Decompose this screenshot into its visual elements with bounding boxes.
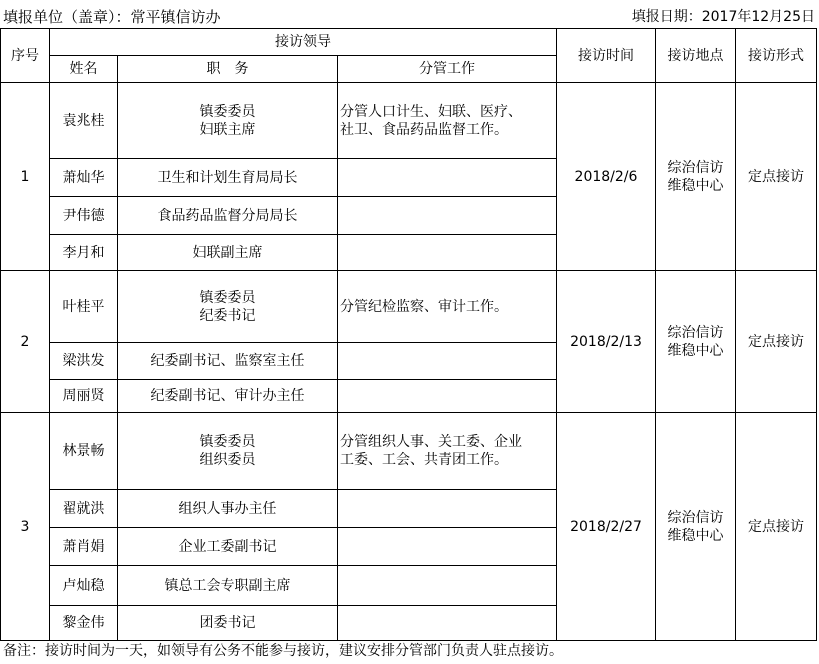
leader-duty bbox=[338, 83, 557, 159]
leader-name: 尹伟德 bbox=[50, 197, 118, 235]
position-line: 纪委副书记、监察室主任 bbox=[150, 353, 305, 369]
duty-line: 分管组织人事、关工委、企业 bbox=[340, 434, 522, 450]
schedule-body bbox=[1, 83, 817, 641]
leader-name: 李月和 bbox=[50, 235, 118, 271]
leader-duty bbox=[338, 343, 557, 380]
place-line: 综治信访 bbox=[667, 324, 724, 341]
position-line: 卫生和计划生育局局长 bbox=[157, 169, 298, 186]
position-line: 组织人事办主任 bbox=[178, 500, 277, 517]
leader-name: 周丽贤 bbox=[50, 380, 118, 413]
col-header-leaders: 接访领导 bbox=[50, 29, 557, 56]
position-line: 团委书记 bbox=[199, 615, 256, 631]
table-row bbox=[1, 83, 817, 159]
seq-cell: 1 bbox=[1, 83, 50, 271]
leader-position bbox=[118, 197, 338, 235]
col-header-seq: 序号 bbox=[1, 29, 50, 83]
leader-position bbox=[118, 490, 338, 528]
leader-duty bbox=[338, 413, 557, 490]
place-line: 综治信访 bbox=[667, 159, 724, 176]
leader-position bbox=[118, 83, 338, 159]
reporting-unit: 填报单位（盖章）：常平镇信访办 bbox=[3, 8, 221, 26]
position-line: 镇委委员 bbox=[199, 103, 256, 120]
leader-name: 袁兆桂 bbox=[50, 83, 118, 159]
table-row bbox=[1, 413, 817, 490]
leader-duty bbox=[338, 566, 557, 606]
remark-note: 备注：接访时间为一天，如领导有公务不能参与接访，建议安排分管部门负责人驻点接访。 bbox=[3, 643, 563, 659]
leader-name: 叶桂平 bbox=[50, 271, 118, 343]
leader-position bbox=[118, 566, 338, 606]
reception-place bbox=[656, 413, 736, 641]
duty-line: 分管人口计生、妇联、医疗、 bbox=[340, 103, 522, 120]
position-line: 食品药品监督分局局长 bbox=[157, 207, 298, 224]
leader-name: 黎金伟 bbox=[50, 606, 118, 641]
leader-position bbox=[118, 380, 338, 413]
reception-form: 定点接访 bbox=[736, 83, 817, 271]
position-line: 镇委委员 bbox=[199, 434, 256, 450]
leader-position bbox=[118, 343, 338, 380]
duty-line: 分管纪检监察、审计工作。 bbox=[340, 298, 508, 315]
position-line: 组织委员 bbox=[199, 452, 256, 468]
leader-name: 萧肖娟 bbox=[50, 528, 118, 566]
leader-name: 萧灿华 bbox=[50, 159, 118, 197]
reception-place bbox=[656, 271, 736, 413]
leader-position bbox=[118, 235, 338, 271]
leader-position bbox=[118, 271, 338, 343]
leader-name: 翟就洪 bbox=[50, 490, 118, 528]
reception-place bbox=[656, 83, 736, 271]
duty-line: 社卫、食品药品监督工作。 bbox=[340, 121, 508, 138]
position-line: 镇委委员 bbox=[199, 289, 256, 306]
leader-duty bbox=[338, 490, 557, 528]
col-header-time: 接访时间 bbox=[557, 29, 656, 83]
leader-name: 林景畅 bbox=[50, 413, 118, 490]
reception-form: 定点接访 bbox=[736, 413, 817, 641]
seq-cell: 3 bbox=[1, 413, 50, 641]
leader-position bbox=[118, 606, 338, 641]
col-header-position: 职 务 bbox=[118, 56, 338, 83]
place-line: 维稳中心 bbox=[667, 342, 724, 359]
place-line: 维稳中心 bbox=[667, 177, 724, 194]
place-line: 维稳中心 bbox=[667, 527, 724, 544]
position-line: 纪委副书记、审计办主任 bbox=[150, 388, 305, 404]
reception-time: 2018/2/13 bbox=[557, 271, 656, 413]
position-line: 妇联副主席 bbox=[192, 244, 263, 261]
reception-time: 2018/2/27 bbox=[557, 413, 656, 641]
col-header-place: 接访地点 bbox=[656, 29, 736, 83]
reception-schedule-table bbox=[0, 28, 817, 641]
leader-name: 卢灿稳 bbox=[50, 566, 118, 606]
reception-time: 2018/2/6 bbox=[557, 83, 656, 271]
leader-duty bbox=[338, 606, 557, 641]
reception-form: 定点接访 bbox=[736, 271, 817, 413]
leader-position bbox=[118, 159, 338, 197]
position-line: 纪委书记 bbox=[199, 307, 256, 324]
place-line: 综治信访 bbox=[667, 509, 724, 526]
leader-duty bbox=[338, 528, 557, 566]
duty-line: 工委、工会、共青团工作。 bbox=[340, 452, 508, 468]
table-row bbox=[1, 271, 817, 343]
report-date: 填报日期：2017年12月25日 bbox=[631, 9, 815, 25]
position-line: 企业工委副书记 bbox=[178, 538, 277, 555]
position-line: 妇联主席 bbox=[199, 121, 256, 138]
position-line: 镇总工会专职副主席 bbox=[164, 577, 291, 594]
leader-duty bbox=[338, 271, 557, 343]
col-header-duty: 分管工作 bbox=[338, 56, 557, 83]
leader-position bbox=[118, 413, 338, 490]
report-header bbox=[0, 0, 819, 28]
leader-duty bbox=[338, 197, 557, 235]
leader-duty bbox=[338, 380, 557, 413]
col-header-name: 姓名 bbox=[50, 56, 118, 83]
leader-name: 梁洪发 bbox=[50, 343, 118, 380]
leader-duty bbox=[338, 159, 557, 197]
seq-cell: 2 bbox=[1, 271, 50, 413]
leader-duty bbox=[338, 235, 557, 271]
leader-position bbox=[118, 528, 338, 566]
col-header-form: 接访形式 bbox=[736, 29, 817, 83]
